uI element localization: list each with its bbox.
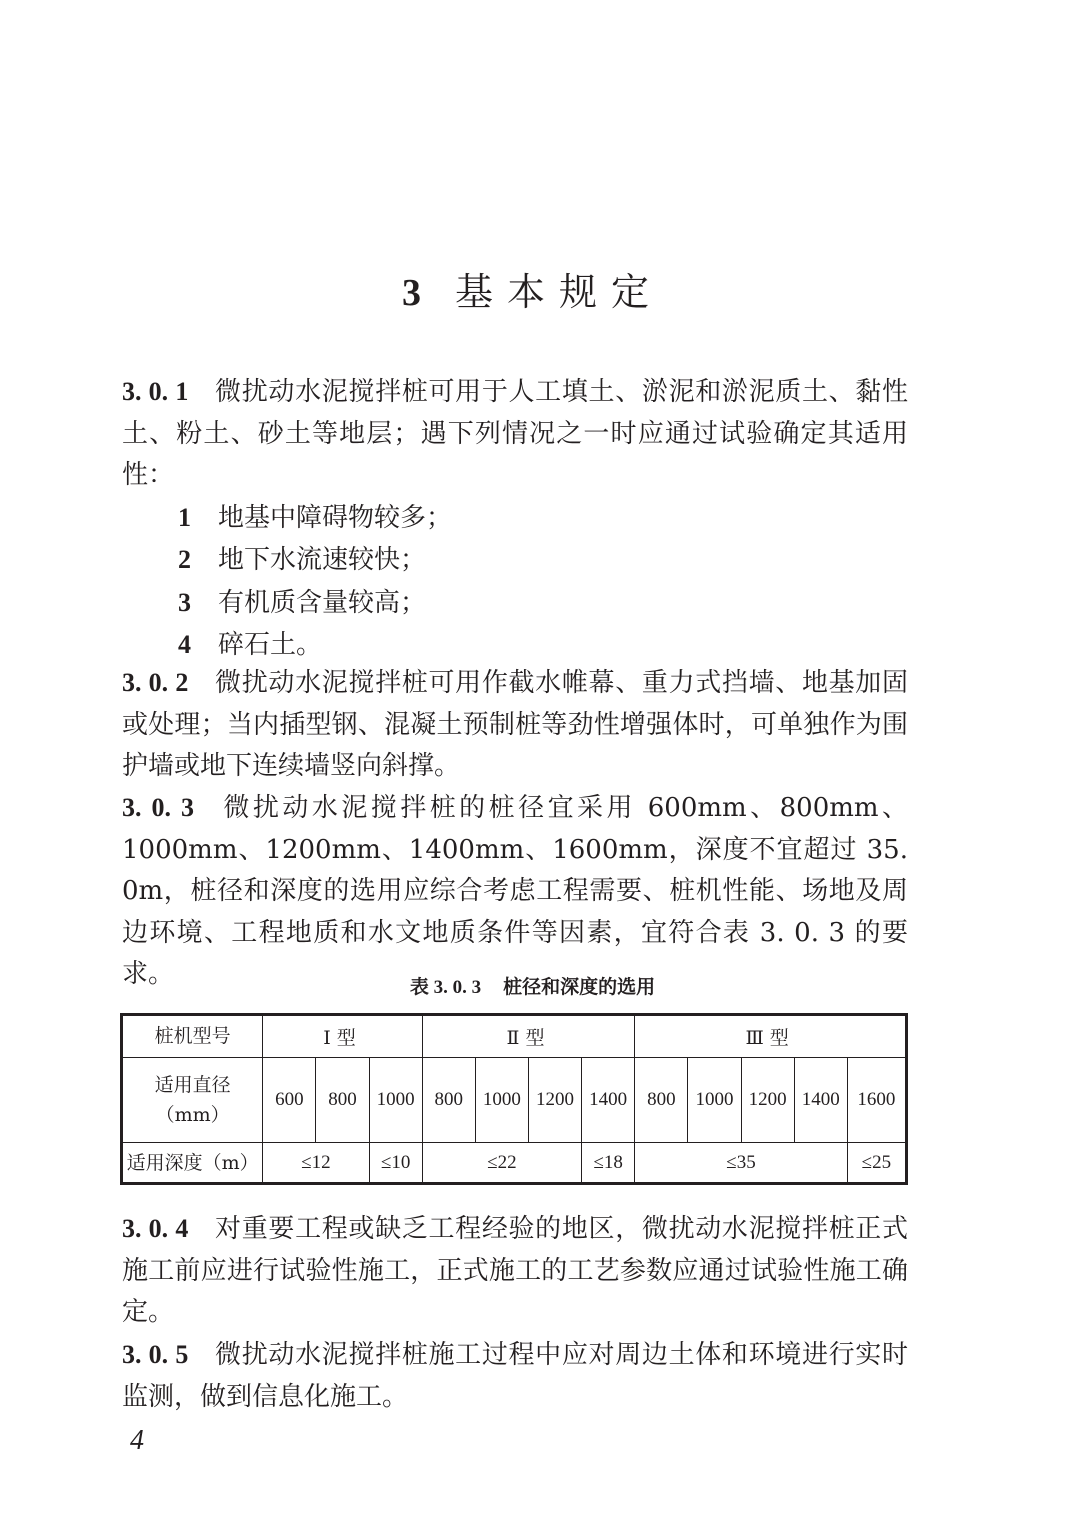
clause-3-0-5 bbox=[122, 1334, 908, 1418]
clause-number: 3. 0. 4 bbox=[122, 1214, 189, 1243]
list-item: 2 地下水流速较快； bbox=[178, 545, 427, 575]
chapter-number: 3 bbox=[401, 272, 421, 314]
pile-spec-table bbox=[120, 1013, 908, 1185]
clause-text: 微扰动水泥搅拌桩的桩径宜采用 600mm、800mm、1000mm、1200mm、1400mm、1600mm，深度不宜超过 35. 0m，桩径和深度的选用应综合考虑工程需要、桩机性能、场地及周边环境、工程地质和水文地质条件等因素，宜符合表 3. 0. 3 的要求。 bbox=[122, 793, 909, 989]
depth-cell: ≤10 bbox=[369, 1143, 422, 1184]
table-row bbox=[122, 1057, 907, 1143]
clause-text: 微扰动水泥搅拌桩施工过程中应对周边土体和环境进行实时监测，做到信息化施工。 bbox=[122, 1340, 908, 1412]
diameter-cell: 1000 bbox=[369, 1057, 422, 1143]
diameter-cell: 800 bbox=[422, 1057, 475, 1143]
clause-3-0-3 bbox=[122, 787, 908, 996]
clause-text: 微扰动水泥搅拌桩可用于人工填土、淤泥和淤泥质土、黏性土、粉土、砂土等地层；遇下列情况之一时应通过试验确定其适用性： bbox=[122, 377, 908, 490]
diameter-cell: 1000 bbox=[688, 1057, 741, 1143]
diameter-cell: 1200 bbox=[741, 1057, 794, 1143]
table-caption-number: 表 3. 0. 3 bbox=[409, 977, 482, 998]
clause-number: 3. 0. 3 bbox=[122, 793, 194, 822]
diameter-cell: 1200 bbox=[528, 1057, 581, 1143]
clause-number: 3. 0. 5 bbox=[122, 1340, 189, 1369]
table-row bbox=[122, 1015, 907, 1058]
list-item: 3 有机质含量较高； bbox=[178, 587, 427, 618]
depth-cell: ≤12 bbox=[263, 1143, 369, 1184]
list-item: 1 地基中障碍物较多； bbox=[178, 502, 453, 533]
clause-number: 3. 0. 1 bbox=[122, 377, 189, 406]
depth-cell: ≤35 bbox=[635, 1143, 848, 1184]
clause-3-0-1 bbox=[122, 371, 908, 667]
clause-3-0-4 bbox=[122, 1208, 908, 1334]
list-item: 4 碎石土。 bbox=[178, 630, 323, 660]
diameter-label-cell: 适用直径 （mm） bbox=[122, 1057, 263, 1143]
diameter-cell: 600 bbox=[263, 1057, 316, 1143]
header-label-cell: 桩机型号 bbox=[122, 1015, 263, 1058]
diameter-cell: 1400 bbox=[794, 1057, 847, 1143]
diameter-cell: 1400 bbox=[582, 1057, 635, 1143]
depth-cell: ≤18 bbox=[582, 1143, 635, 1184]
depth-label-cell: 适用深度（m） bbox=[122, 1143, 263, 1184]
depth-cell: ≤22 bbox=[422, 1143, 581, 1184]
clause-number: 3. 0. 2 bbox=[122, 668, 189, 697]
type-ii-cell: Ⅱ型 bbox=[422, 1015, 635, 1058]
diameter-cell: 1600 bbox=[847, 1057, 906, 1143]
diameter-cell: 800 bbox=[635, 1057, 688, 1143]
clause-3-0-2 bbox=[122, 662, 908, 788]
chapter-title bbox=[0, 268, 1065, 317]
clause-text: 微扰动水泥搅拌桩可用作截水帷幕、重力式挡墙、地基加固或处理；当内插型钢、混凝土预制桩等劲性增强体时，可单独作为围护墙或地下连续墙竖向斜撑。 bbox=[122, 668, 908, 781]
clause-text: 对重要工程或缺乏工程经验的地区，微扰动水泥搅拌桩正式施工前应进行试验性施工，正式施工的工艺参数应通过试验性施工确定。 bbox=[122, 1214, 908, 1327]
chapter-title-text: 基本规定 bbox=[454, 270, 663, 314]
table-caption-title: 桩径和深度的选用 bbox=[503, 976, 656, 998]
type-i-cell: Ⅰ型 bbox=[263, 1015, 422, 1058]
page-number: 4 bbox=[130, 1425, 144, 1456]
diameter-cell: 1000 bbox=[475, 1057, 528, 1143]
type-iii-cell: Ⅲ型 bbox=[635, 1015, 907, 1058]
table-caption bbox=[0, 972, 1065, 1003]
table-row bbox=[122, 1143, 907, 1184]
diameter-cell: 800 bbox=[316, 1057, 369, 1143]
depth-cell: ≤25 bbox=[847, 1143, 906, 1184]
